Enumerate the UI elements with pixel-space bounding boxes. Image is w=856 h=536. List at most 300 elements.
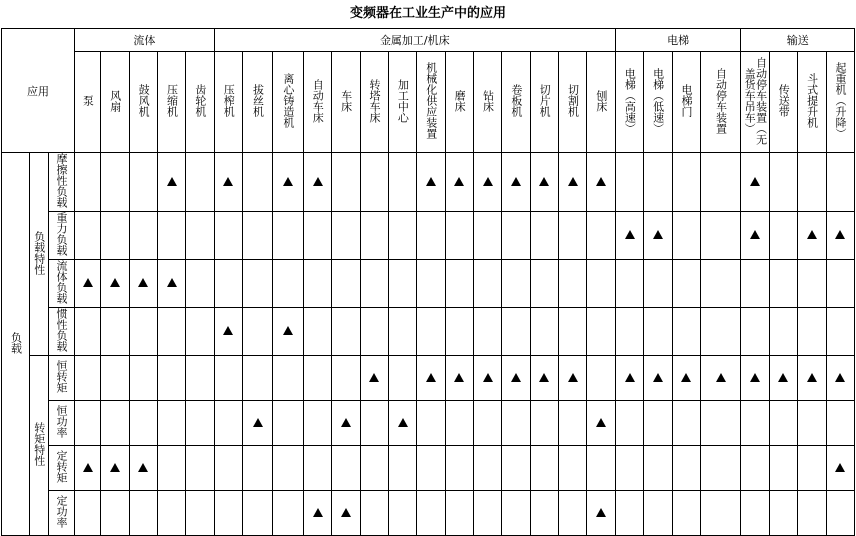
- column-header-slicer: 切片机: [530, 52, 558, 153]
- cell-r7-c22: [700, 491, 741, 536]
- mark-icon: [454, 177, 464, 186]
- mark-icon: [398, 418, 408, 427]
- mark-icon: [341, 418, 351, 427]
- column-header-hoist-crane: 起重机（升降）: [826, 52, 854, 153]
- cell-r3-c13: [445, 308, 473, 356]
- cell-r7-c13: [445, 491, 473, 536]
- mark-icon: [807, 230, 817, 239]
- cell-r6-c20: [644, 446, 672, 491]
- cell-r2-c0: [74, 260, 100, 308]
- column-header-wire-drawing: 拔丝机: [243, 52, 273, 153]
- column-header-auto-parking: 自动停车装置: [700, 52, 741, 153]
- mark-icon: [568, 177, 578, 186]
- cell-r5-c26: [826, 401, 854, 446]
- cell-r6-c10: [360, 446, 388, 491]
- cell-r6-c0: [74, 446, 100, 491]
- table-row: [2, 212, 855, 260]
- mark-icon: [596, 177, 606, 186]
- cell-r6-c5: [214, 446, 242, 491]
- mark-icon: [511, 373, 521, 382]
- cell-r5-c12: [417, 401, 445, 446]
- cell-r5-c22: [700, 401, 741, 446]
- cell-r2-c17: [559, 260, 587, 308]
- cell-r7-c18: [587, 491, 615, 536]
- cell-r0-c23: [741, 153, 769, 212]
- cell-r5-c4: [186, 401, 214, 446]
- cell-r6-c25: [798, 446, 826, 491]
- cell-r2-c8: [303, 260, 331, 308]
- cell-r0-c19: [615, 153, 643, 212]
- cell-r1-c5: [214, 212, 242, 260]
- cell-r1-c23: [741, 212, 769, 260]
- cell-r6-c23: [741, 446, 769, 491]
- cell-r1-c21: [672, 212, 700, 260]
- mark-icon: [110, 463, 120, 472]
- row-label-fixed-torque: 定转矩: [48, 446, 74, 491]
- cell-r0-c10: [360, 153, 388, 212]
- cell-r5-c1: [101, 401, 129, 446]
- cell-r1-c16: [530, 212, 558, 260]
- cell-r4-c6: [243, 356, 273, 401]
- mark-icon: [454, 373, 464, 382]
- cell-r4-c21: [672, 356, 700, 401]
- row-label-friction-load: 摩擦性负载: [48, 153, 74, 212]
- cell-r2-c4: [186, 260, 214, 308]
- column-header-row: [2, 52, 855, 153]
- cell-r7-c1: [101, 491, 129, 536]
- cell-r2-c2: [129, 260, 157, 308]
- cell-r6-c4: [186, 446, 214, 491]
- cell-r6-c11: [388, 446, 416, 491]
- cell-r3-c20: [644, 308, 672, 356]
- cell-r1-c13: [445, 212, 473, 260]
- table-row: [2, 153, 855, 212]
- column-header-centrifugal-casting: 离心铸造机: [273, 52, 303, 153]
- column-header-compressor: 压缩机: [157, 52, 185, 153]
- cell-r5-c8: [303, 401, 331, 446]
- cell-r3-c22: [700, 308, 741, 356]
- cell-r0-c17: [559, 153, 587, 212]
- cell-r3-c11: [388, 308, 416, 356]
- mark-icon: [807, 373, 817, 382]
- cell-r3-c14: [474, 308, 502, 356]
- mark-icon: [253, 418, 263, 427]
- row-label-fixed-power: 定功率: [48, 491, 74, 536]
- cell-r4-c9: [332, 356, 360, 401]
- cell-r4-c1: [101, 356, 129, 401]
- cell-r3-c18: [587, 308, 615, 356]
- cell-r6-c21: [672, 446, 700, 491]
- cell-r7-c26: [826, 491, 854, 536]
- cell-r0-c2: [129, 153, 157, 212]
- cell-r7-c2: [129, 491, 157, 536]
- cell-r4-c0: [74, 356, 100, 401]
- cell-r6-c15: [502, 446, 530, 491]
- mark-icon: [167, 278, 177, 287]
- group-header-fluid: 流体: [74, 29, 214, 52]
- cell-r5-c9: [332, 401, 360, 446]
- table-row: [2, 401, 855, 446]
- cell-r3-c4: [186, 308, 214, 356]
- cell-r4-c24: [769, 356, 797, 401]
- column-header-machining-center: 加工中心: [388, 52, 416, 153]
- cell-r5-c18: [587, 401, 615, 446]
- cell-r6-c9: [332, 446, 360, 491]
- column-header-elevator-door: 电梯门: [672, 52, 700, 153]
- mark-icon: [835, 463, 845, 472]
- column-header-cutter: 切割机: [559, 52, 587, 153]
- group-header-metalworking: 金属加工/机床: [214, 29, 615, 52]
- cell-r1-c11: [388, 212, 416, 260]
- cell-r6-c1: [101, 446, 129, 491]
- cell-r4-c4: [186, 356, 214, 401]
- cell-r2-c22: [700, 260, 741, 308]
- mark-icon: [653, 230, 663, 239]
- cell-r0-c21: [672, 153, 700, 212]
- cell-r7-c23: [741, 491, 769, 536]
- cell-r5-c23: [741, 401, 769, 446]
- column-header-turret-lathe: 转塔车床: [360, 52, 388, 153]
- cell-r0-c0: [74, 153, 100, 212]
- column-header-auto-parking-crane: 自动停车装置（无盖货车吊车）: [741, 52, 769, 153]
- cell-r4-c26: [826, 356, 854, 401]
- cell-r2-c23: [741, 260, 769, 308]
- cell-r3-c6: [243, 308, 273, 356]
- mark-icon: [568, 373, 578, 382]
- column-header-mechanized-feeder: 机械化供应装置: [417, 52, 445, 153]
- cell-r7-c19: [615, 491, 643, 536]
- cell-r3-c16: [530, 308, 558, 356]
- cell-r6-c14: [474, 446, 502, 491]
- cell-r6-c6: [243, 446, 273, 491]
- mark-icon: [110, 278, 120, 287]
- cell-r6-c3: [157, 446, 185, 491]
- column-header-lathe: 车床: [332, 52, 360, 153]
- cell-r6-c19: [615, 446, 643, 491]
- cell-r6-c18: [587, 446, 615, 491]
- group-header-elevator: 电梯: [615, 29, 741, 52]
- cell-r3-c23: [741, 308, 769, 356]
- cell-r0-c1: [101, 153, 129, 212]
- cell-r3-c25: [798, 308, 826, 356]
- cell-r5-c17: [559, 401, 587, 446]
- cell-r4-c12: [417, 356, 445, 401]
- cell-r2-c20: [644, 260, 672, 308]
- cell-r5-c14: [474, 401, 502, 446]
- cell-r0-c20: [644, 153, 672, 212]
- cell-r0-c16: [530, 153, 558, 212]
- cell-r6-c22: [700, 446, 741, 491]
- column-header-grinder: 磨床: [445, 52, 473, 153]
- cell-r6-c26: [826, 446, 854, 491]
- cell-r4-c11: [388, 356, 416, 401]
- cell-r7-c8: [303, 491, 331, 536]
- cell-r5-c7: [273, 401, 303, 446]
- cell-r2-c21: [672, 260, 700, 308]
- cell-r0-c22: [700, 153, 741, 212]
- mark-icon: [596, 508, 606, 517]
- cell-r1-c9: [332, 212, 360, 260]
- cell-r2-c15: [502, 260, 530, 308]
- mark-icon: [483, 373, 493, 382]
- cell-r2-c5: [214, 260, 242, 308]
- cell-r4-c7: [273, 356, 303, 401]
- row-label-fluid-load: 流体负载: [48, 260, 74, 308]
- cell-r1-c7: [273, 212, 303, 260]
- cell-r3-c3: [157, 308, 185, 356]
- cell-r4-c19: [615, 356, 643, 401]
- cell-r0-c26: [826, 153, 854, 212]
- cell-r1-c0: [74, 212, 100, 260]
- cell-r1-c4: [186, 212, 214, 260]
- cell-r1-c8: [303, 212, 331, 260]
- cell-r1-c6: [243, 212, 273, 260]
- cell-r1-c22: [700, 212, 741, 260]
- column-header-pump: 泵: [74, 52, 100, 153]
- cell-r0-c12: [417, 153, 445, 212]
- table-row: [2, 260, 855, 308]
- mark-icon: [625, 373, 635, 382]
- mark-icon: [750, 230, 760, 239]
- cell-r5-c3: [157, 401, 185, 446]
- application-matrix-table: [1, 28, 855, 536]
- cell-r3-c26: [826, 308, 854, 356]
- cell-r2-c16: [530, 260, 558, 308]
- cell-r7-c6: [243, 491, 273, 536]
- cell-r7-c16: [530, 491, 558, 536]
- cell-r4-c25: [798, 356, 826, 401]
- mark-icon: [83, 278, 93, 287]
- cell-r7-c11: [388, 491, 416, 536]
- cell-r1-c10: [360, 212, 388, 260]
- column-header-bucket-elevator: 斗式提升机: [798, 52, 826, 153]
- cell-r2-c19: [615, 260, 643, 308]
- mark-icon: [283, 177, 293, 186]
- cell-r2-c25: [798, 260, 826, 308]
- cell-r0-c24: [769, 153, 797, 212]
- cell-r0-c3: [157, 153, 185, 212]
- page-title: 变频器在工业生产中的应用: [349, 6, 506, 21]
- cell-r7-c4: [186, 491, 214, 536]
- group-header-row: [2, 29, 855, 52]
- cell-r1-c26: [826, 212, 854, 260]
- cell-r7-c21: [672, 491, 700, 536]
- row-category-load-characteristics: 负载特性: [30, 153, 48, 356]
- cell-r1-c25: [798, 212, 826, 260]
- cell-r0-c13: [445, 153, 473, 212]
- column-header-conveyor-belt: 传送带: [769, 52, 797, 153]
- cell-r7-c0: [74, 491, 100, 536]
- mark-icon: [625, 230, 635, 239]
- cell-r1-c1: [101, 212, 129, 260]
- cell-r3-c12: [417, 308, 445, 356]
- cell-r7-c25: [798, 491, 826, 536]
- cell-r0-c5: [214, 153, 242, 212]
- cell-r5-c15: [502, 401, 530, 446]
- column-header-elevator-high-speed: 电梯（高速）: [615, 52, 643, 153]
- cell-r5-c25: [798, 401, 826, 446]
- mark-icon: [341, 508, 351, 517]
- row-label-constant-power: 恒功率: [48, 401, 74, 446]
- cell-r4-c18: [587, 356, 615, 401]
- cell-r0-c11: [388, 153, 416, 212]
- mark-icon: [223, 326, 233, 335]
- cell-r5-c2: [129, 401, 157, 446]
- mark-icon: [223, 177, 233, 186]
- cell-r4-c10: [360, 356, 388, 401]
- cell-r4-c13: [445, 356, 473, 401]
- cell-r4-c15: [502, 356, 530, 401]
- cell-r2-c24: [769, 260, 797, 308]
- cell-r6-c17: [559, 446, 587, 491]
- cell-r7-c14: [474, 491, 502, 536]
- cell-r2-c3: [157, 260, 185, 308]
- cell-r1-c17: [559, 212, 587, 260]
- cell-r3-c1: [101, 308, 129, 356]
- cell-r2-c9: [332, 260, 360, 308]
- cell-r3-c15: [502, 308, 530, 356]
- cell-r6-c24: [769, 446, 797, 491]
- cell-r1-c3: [157, 212, 185, 260]
- cell-r5-c24: [769, 401, 797, 446]
- cell-r3-c17: [559, 308, 587, 356]
- column-header-blower: 鼓风机: [129, 52, 157, 153]
- cell-r5-c21: [672, 401, 700, 446]
- cell-r5-c0: [74, 401, 100, 446]
- cell-r4-c20: [644, 356, 672, 401]
- table-row: [2, 491, 855, 536]
- cell-r2-c14: [474, 260, 502, 308]
- cell-r5-c11: [388, 401, 416, 446]
- cell-r5-c19: [615, 401, 643, 446]
- mark-icon: [426, 373, 436, 382]
- column-header-fan: 风扇: [101, 52, 129, 153]
- cell-r6-c13: [445, 446, 473, 491]
- cell-r7-c15: [502, 491, 530, 536]
- cell-r7-c9: [332, 491, 360, 536]
- cell-r3-c19: [615, 308, 643, 356]
- cell-r2-c26: [826, 260, 854, 308]
- mark-icon: [283, 326, 293, 335]
- cell-r3-c8: [303, 308, 331, 356]
- cell-r5-c10: [360, 401, 388, 446]
- cell-r6-c16: [530, 446, 558, 491]
- cell-r3-c0: [74, 308, 100, 356]
- column-header-plate-roller: 卷板机: [502, 52, 530, 153]
- cell-r1-c12: [417, 212, 445, 260]
- mark-icon: [835, 373, 845, 382]
- cell-r7-c7: [273, 491, 303, 536]
- table-row: [2, 446, 855, 491]
- cell-r7-c24: [769, 491, 797, 536]
- mark-icon: [778, 373, 788, 382]
- cell-r0-c9: [332, 153, 360, 212]
- cell-r7-c3: [157, 491, 185, 536]
- group-header-conveying: 输送: [741, 29, 855, 52]
- corner-label: 应用: [2, 29, 75, 153]
- cell-r2-c12: [417, 260, 445, 308]
- cell-r0-c7: [273, 153, 303, 212]
- cell-r7-c5: [214, 491, 242, 536]
- table-row: [2, 308, 855, 356]
- column-header-planer: 刨床: [587, 52, 615, 153]
- mark-icon: [511, 177, 521, 186]
- table-row: [2, 356, 855, 401]
- cell-r0-c14: [474, 153, 502, 212]
- cell-r3-c24: [769, 308, 797, 356]
- cell-r6-c8: [303, 446, 331, 491]
- mark-icon: [681, 373, 691, 382]
- cell-r6-c2: [129, 446, 157, 491]
- mark-icon: [313, 177, 323, 186]
- cell-r7-c10: [360, 491, 388, 536]
- cell-r6-c12: [417, 446, 445, 491]
- mark-icon: [138, 278, 148, 287]
- cell-r4-c2: [129, 356, 157, 401]
- cell-r7-c17: [559, 491, 587, 536]
- mark-icon: [539, 177, 549, 186]
- cell-r6-c7: [273, 446, 303, 491]
- cell-r2-c18: [587, 260, 615, 308]
- cell-r2-c10: [360, 260, 388, 308]
- cell-r0-c6: [243, 153, 273, 212]
- cell-r2-c6: [243, 260, 273, 308]
- cell-r0-c15: [502, 153, 530, 212]
- mark-icon: [539, 373, 549, 382]
- mark-icon: [835, 230, 845, 239]
- mark-icon: [716, 373, 726, 382]
- mark-icon: [167, 177, 177, 186]
- mark-icon: [369, 373, 379, 382]
- row-category-torque-characteristics: 转矩特性: [30, 356, 48, 536]
- mark-icon: [138, 463, 148, 472]
- cell-r5-c5: [214, 401, 242, 446]
- column-header-automatic-lathe: 自动车床: [303, 52, 331, 153]
- row-label-constant-torque: 恒转矩: [48, 356, 74, 401]
- column-header-press: 压榨机: [214, 52, 242, 153]
- cell-r4-c14: [474, 356, 502, 401]
- cell-r2-c13: [445, 260, 473, 308]
- cell-r3-c10: [360, 308, 388, 356]
- cell-r5-c20: [644, 401, 672, 446]
- cell-r2-c11: [388, 260, 416, 308]
- cell-r3-c7: [273, 308, 303, 356]
- cell-r0-c18: [587, 153, 615, 212]
- column-header-drill: 钻床: [474, 52, 502, 153]
- cell-r0-c8: [303, 153, 331, 212]
- mark-icon: [483, 177, 493, 186]
- cell-r1-c14: [474, 212, 502, 260]
- mark-icon: [426, 177, 436, 186]
- cell-r0-c25: [798, 153, 826, 212]
- cell-r3-c2: [129, 308, 157, 356]
- cell-r5-c16: [530, 401, 558, 446]
- mark-icon: [653, 373, 663, 382]
- mark-icon: [313, 508, 323, 517]
- cell-r3-c5: [214, 308, 242, 356]
- cell-r1-c20: [644, 212, 672, 260]
- cell-r3-c21: [672, 308, 700, 356]
- mark-icon: [750, 177, 760, 186]
- cell-r1-c24: [769, 212, 797, 260]
- cell-r5-c13: [445, 401, 473, 446]
- cell-r7-c12: [417, 491, 445, 536]
- column-header-elevator-low-speed: 电梯（低速）: [644, 52, 672, 153]
- cell-r2-c1: [101, 260, 129, 308]
- mark-icon: [596, 418, 606, 427]
- super-category-load: 负载: [2, 153, 30, 536]
- cell-r4-c8: [303, 356, 331, 401]
